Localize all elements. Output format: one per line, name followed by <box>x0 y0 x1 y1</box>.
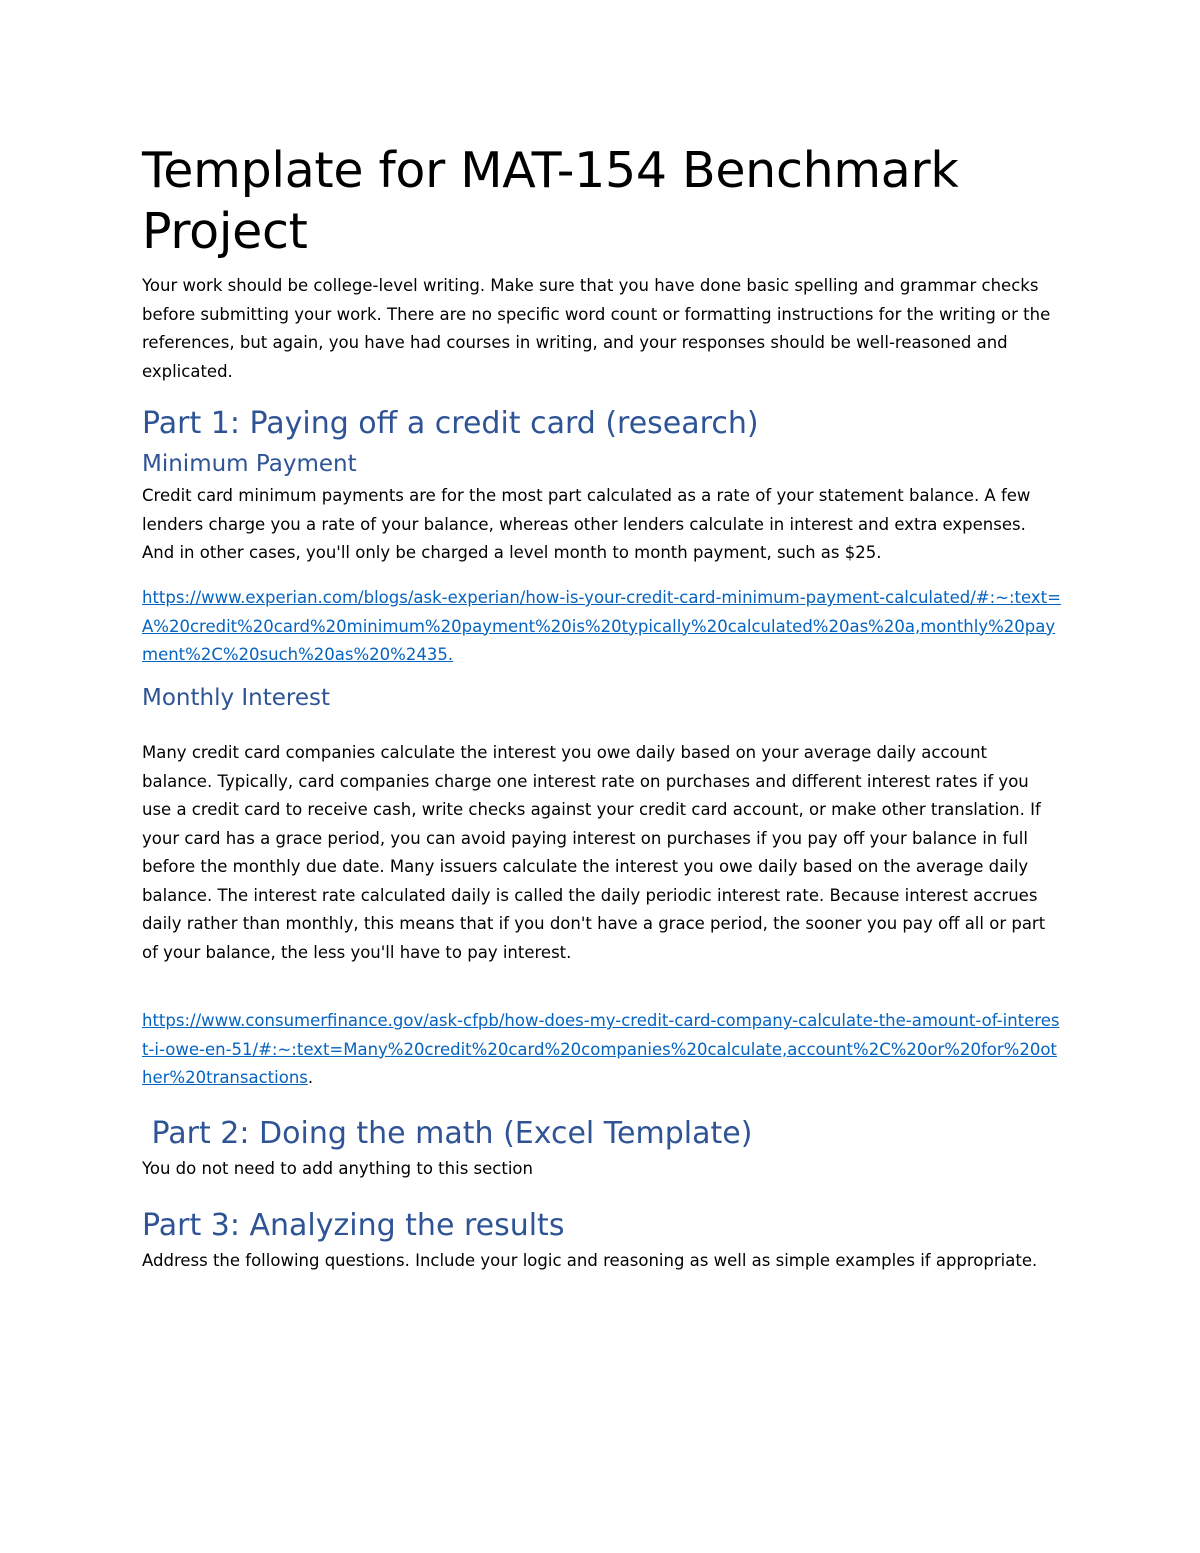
minimum-payment-heading: Minimum Payment <box>142 451 357 477</box>
part2-paragraph: You do not need to add anything to this section <box>142 1159 533 1178</box>
experian-link[interactable]: https://www.experian.com/blogs/ask-experian/how-is-your-credit-card-minimum-payment-calculated/#:~:text=A%20credit%20card%20minimum%20payment%20is%20typically%20calculated%20as%20a,monthly%20payment%2C%20such%20as%20%2435. <box>142 588 1061 664</box>
intro-paragraph: Your work should be college-level writing. Make sure that you have done basic spelling and grammar checks before submitting your work. There are no specific word count or formatting instructions for the writing or the references, but again, you have had courses in writing, and your responses should be well-reasoned and explicated. <box>142 276 1051 381</box>
part3-heading: Part 3: Analyzing the results <box>142 1208 565 1243</box>
monthly-interest-heading: Monthly Interest <box>142 685 331 711</box>
link-suffix: . <box>307 1068 314 1087</box>
part1-heading: Part 1: Paying off a credit card (research) <box>142 406 759 441</box>
consumerfinance-link-paragraph <box>142 1007 1062 1093</box>
document-title: Template for MAT-154 Benchmark Project <box>142 142 959 260</box>
part3-paragraph: Address the following questions. Include your logic and reasoning as well as simple examples if appropriate. <box>142 1251 1038 1270</box>
minimum-payment-paragraph: Credit card minimum payments are for the most part calculated as a rate of your statement balance. A few lenders charge you a rate of your balance, whereas other lenders calculate in interest and extra expenses. And in other cases, you'll only be charged a level month to month payment, such as $25. <box>142 486 1031 562</box>
part2-heading: Part 2: Doing the math (Excel Template) <box>142 1116 753 1151</box>
monthly-interest-paragraph: Many credit card companies calculate the interest you owe daily based on your average daily account balance. Typically, card companies charge one interest rate on purchases and different interest rates if you use a credit card to receive cash, write checks against your credit card account, or make other translation. If your card has a grace period, you can avoid paying interest on purchases if you pay off your balance in full before the monthly due date. Many issuers calculate the interest you owe daily based on the average daily balance. The interest rate calculated daily is called the daily periodic interest rate. Because interest accrues daily rather than monthly, this means that if you don't have a grace period, the sooner you pay off all or part of your balance, the less you'll have to pay interest. <box>142 743 1046 962</box>
consumerfinance-link[interactable]: https://www.consumerfinance.gov/ask-cfpb/how-does-my-credit-card-company-calculate-the-amount-of-interest-i-owe-en-51/#:~:text=Many%20credit%20card%20companies%20calculate,account%2C%20or%20for%20other%20transactions <box>142 1011 1060 1087</box>
